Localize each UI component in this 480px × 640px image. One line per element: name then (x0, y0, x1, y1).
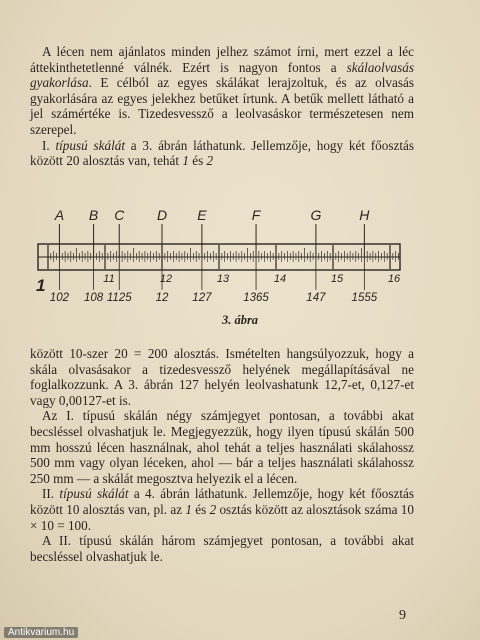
reading-value: 12 (155, 292, 169, 304)
reading-value: 102 (49, 292, 69, 304)
major-number: 11 (103, 273, 115, 285)
reading-value: 1365 (243, 292, 269, 304)
paragraph-type-one: I. típusú skálát a 3. ábrán láthatunk. Jellemzője, hogy két főosztás között 20 alosztás van, tehát 1 és 2 (30, 137, 414, 169)
paragraph-type-one-reading: Az I. típusú skálán négy számjegyet pontosan, a további akat becsléssel olvashatjuk le. Megjegyezzük, hogy ilyen típusú skálán 500 mm hosszú lécen használnak, ahol tehát a teljes használati skálahossz 500 mm vagy olyan léceken, ahol — bár a teljes használati skálahossz 250 mm — a skálát megosztva helyezik el a lécen. (30, 408, 414, 486)
pointer-letter-b: B (88, 207, 99, 223)
watermark: Antikvarium.hu (4, 627, 78, 638)
major-number: 15 (330, 273, 344, 285)
major-number: 14 (273, 273, 287, 285)
pointer-letter-d: D (156, 207, 168, 223)
pointer-letter-a: A (54, 207, 65, 223)
pointer-letter-g: G (310, 207, 322, 223)
pointer-letter-e: E (197, 207, 207, 223)
left-mark: 1 (36, 276, 46, 295)
pointer-letter-h: H (359, 207, 370, 223)
text-block-bottom (30, 346, 414, 564)
major-number: 16 (387, 273, 401, 285)
reading-value: 108 (84, 292, 104, 304)
reading-value: 1125 (106, 292, 132, 304)
emphasis-tipusu-skalat: típusú skálát (55, 137, 125, 153)
paragraph-continuation: között 10-szer 20 = 200 alosztás. Ismételten hangsúlyozzuk, hogy a skála olvasásakor a tizedesvessző helyének megállapításával ne foglalkozzunk. A 3. ábrán 127 helyén leolvashatunk 12,7-et, 0,127-et vagy 0,00127-et is. (30, 346, 414, 408)
figure-caption: 3. ábra (221, 313, 259, 327)
emphasis-skalaolvasas: skálaolvasás gyakorlása (30, 59, 414, 91)
emphasis-tipusu-skalat-two: típusú skálát (59, 486, 129, 502)
pointer-letter-f: F (251, 207, 261, 223)
page-number: 9 (399, 608, 406, 623)
major-number: 13 (216, 273, 230, 285)
reading-value: 147 (306, 292, 326, 304)
major-number: 12 (159, 273, 173, 285)
paragraph-type-two: II. típusú skálát a 4. ábrán láthatunk. Jellemzője, hogy két főosztás között 10 alosztás van, pl. az 1 és 2 osztás között az alosztások száma 10 × 10 = 100. (30, 486, 414, 533)
reading-value: 127 (192, 292, 212, 304)
reading-value: 1555 (351, 292, 378, 304)
pointer-letter-c: C (114, 207, 125, 223)
paragraph-type-two-reading: A II. típusú skálán három számjegyet pontosan, a további akat becsléssel olvashatjuk le. (30, 533, 414, 564)
paragraph-intro: A lécen nem ajánlatos minden jelhez számot írni, mert ezzel a léc áttekinthetetlenné válnék. Ezért is nagyon fontos a skálaolvasás gyakorlása. E célból az egyes skálákat lerajzoltuk, és az olvasás gyakorlására az egyes jelekhez betűket írtunk. A betűk mellett látható a jel számértéke is. Tizedesvessző a leolvasáskor természetesen nem szerepel. (30, 44, 414, 137)
